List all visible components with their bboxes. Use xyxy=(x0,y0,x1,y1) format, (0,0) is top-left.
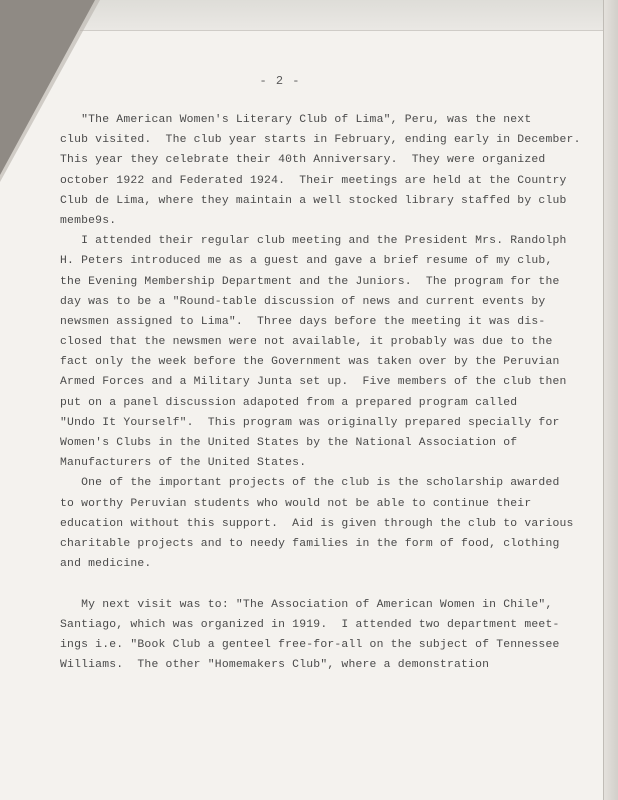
text-line: Club de Lima, where they maintain a well stocked library staffed by club xyxy=(60,194,567,207)
text-line: education without this support. Aid is given through the club to various xyxy=(60,517,574,530)
text-line: H. Peters introduced me as a guest and gave a brief resume of my club, xyxy=(60,255,553,268)
right-paper-edge xyxy=(603,0,618,800)
text-line: ings i.e. "Book Club a genteel free-for-all on the subject of Tennessee xyxy=(60,638,560,651)
text-line: Women's Clubs in the United States by the National Association of xyxy=(60,437,518,449)
text-line: to worthy Peruvian students who would not be able to continue their xyxy=(60,497,532,510)
text-line: newsmen assigned to Lima". Three days before the meeting it was dis- xyxy=(60,315,546,328)
text-line: charitable projects and to needy families in the form of food, clothing xyxy=(60,537,560,550)
text-line: the Evening Membership Department and the Juniors. The program for the xyxy=(60,275,560,288)
text-line: Santiago, which was organized in 1919. I attended two department meet- xyxy=(60,618,560,631)
text-line: I attended their regular club meeting and the President Mrs. Randolph xyxy=(60,235,567,248)
text-line: put on a panel discussion adapoted from a prepared program called xyxy=(60,396,518,409)
text-line: "Undo It Yourself". This program was originally prepared specially for xyxy=(60,416,560,429)
text-line: One of the important projects of the club is the scholarship awarded xyxy=(60,477,560,490)
text-line: membe9s. xyxy=(60,214,117,227)
text-line: This year they celebrate their 40th Anniversary. They were organized xyxy=(60,154,546,167)
body-text xyxy=(60,110,580,675)
text-line: closed that the newsmen were not available, it probably was due to the xyxy=(60,336,553,349)
top-paper-edge xyxy=(80,0,618,31)
text-line: Williams. The other "Homemakers Club", where a demonstration xyxy=(60,659,490,672)
text-line: day was to be a "Round-table discussion of news and current events by xyxy=(60,295,546,308)
text-line: club visited. The club year starts in February, ending early in December. xyxy=(60,134,581,147)
text-line: "The American Women's Literary Club of Lima", Peru, was the next xyxy=(60,114,532,126)
paragraph xyxy=(60,473,580,574)
text-line: fact only the week before the Government was taken over by the Peruvian xyxy=(60,356,560,369)
page-number: - 2 - xyxy=(259,74,301,88)
text-line: and medicine. xyxy=(60,558,152,571)
text-line: My next visit was to: "The Association of American Women in Chile", xyxy=(60,598,553,611)
text-line: Manufacturers of the United States. xyxy=(60,457,307,470)
text-line: Armed Forces and a Military Junta set up. Five members of the club then xyxy=(60,376,567,389)
paragraph xyxy=(60,595,580,676)
paragraph xyxy=(60,110,580,231)
paragraph xyxy=(60,231,580,473)
paragraph-gap xyxy=(60,574,580,594)
text-line: october 1922 and Federated 1924. Their meetings are held at the Country xyxy=(60,174,567,187)
